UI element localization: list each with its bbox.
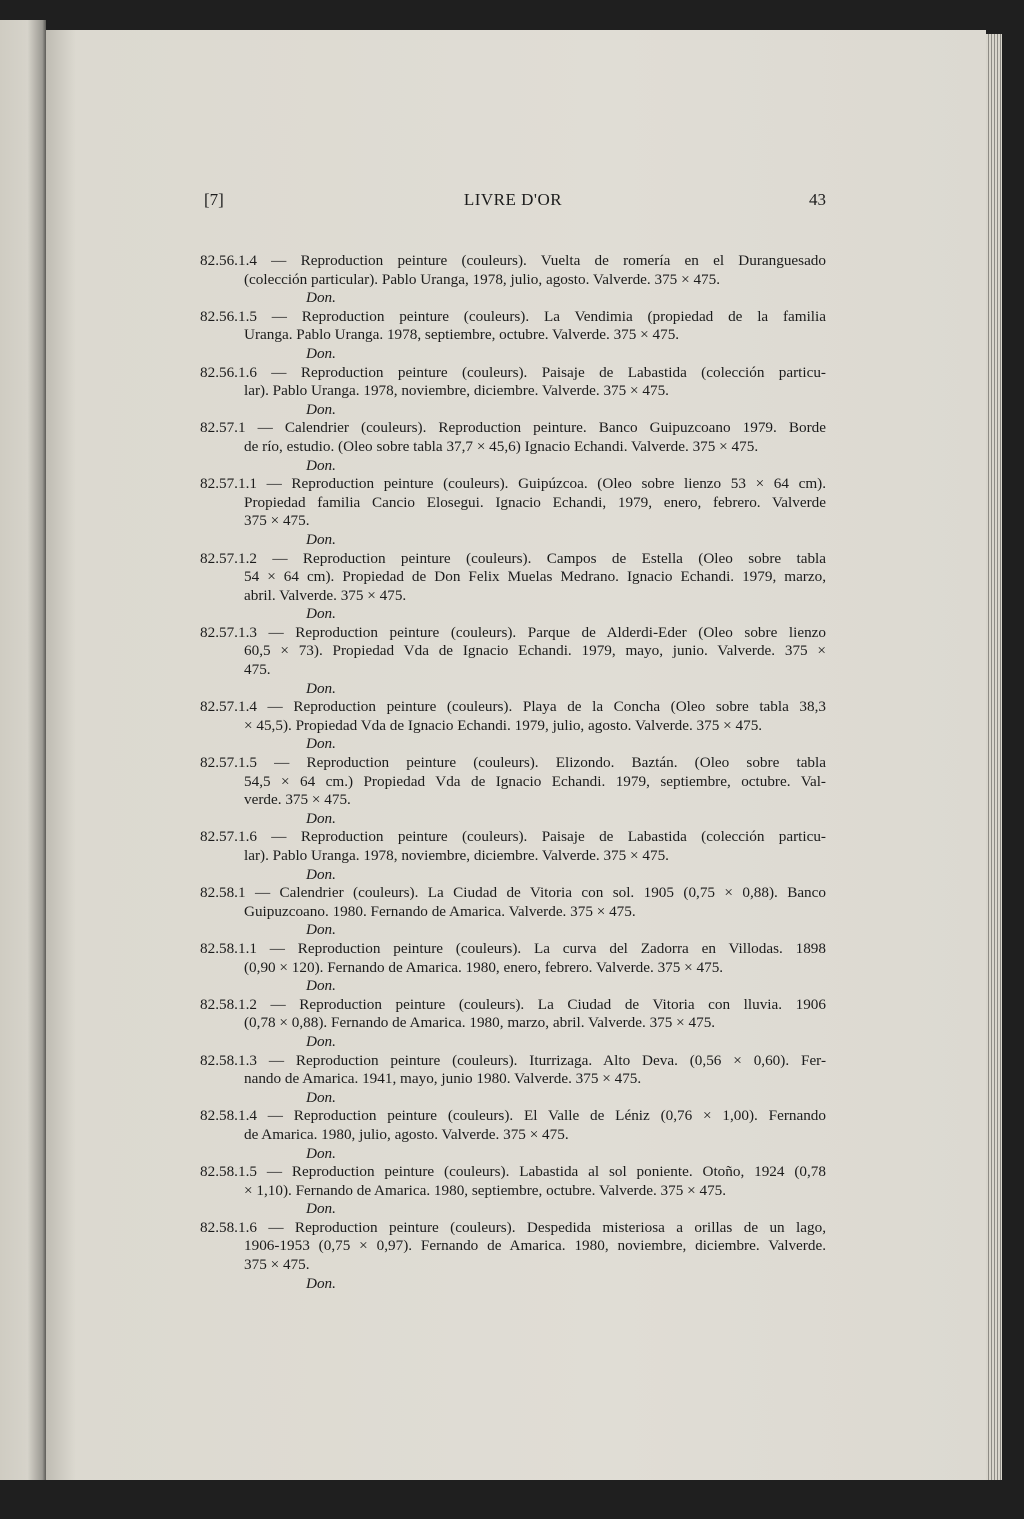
- entry-first-line: 82.57.1 — Calendrier (couleurs). Reproduction peinture. Banco Guipuzcoano 1979. Borde: [200, 419, 826, 437]
- catalog-entry: [200, 252, 826, 308]
- donation-note: Don.: [306, 400, 336, 418]
- entry-continuation-line: (0,90 × 120). Fernando de Amarica. 1980, enero, febrero. Valverde. 375 × 475.: [244, 958, 724, 976]
- catalog-entry: [200, 1052, 826, 1108]
- entry-continuation-line: lar). Pablo Uranga. 1978, noviembre, diciembre. Valverde. 375 × 475.: [244, 382, 669, 400]
- entry-continuation-line: 375 × 475.: [244, 1256, 310, 1274]
- entry-continuation-line: Uranga. Pablo Uranga. 1978, septiembre, octubre. Valverde. 375 × 475.: [244, 326, 680, 344]
- entry-continuation-line: (0,78 × 0,88). Fernando de Amarica. 1980, marzo, abril. Valverde. 375 × 475.: [244, 1014, 716, 1032]
- entry-continuation-line: × 45,5). Propiedad Vda de Ignacio Echandi. 1979, julio, agosto. Valverde. 375 × 475.: [244, 716, 763, 734]
- entry-continuation-line: × 1,10). Fernando de Amarica. 1980, septiembre, octubre. Valverde. 375 × 475.: [244, 1181, 727, 1199]
- facing-page-edge: [0, 20, 46, 1480]
- entry-first-line: 82.57.1.1 — Reproduction peinture (couleurs). Guipúzcoa. (Oleo sobre lienzo 53 × 64 cm).: [200, 475, 826, 493]
- catalog-entry: [200, 884, 826, 940]
- donation-note: Don.: [306, 735, 336, 753]
- page-header: [200, 190, 826, 212]
- entry-continuation-line: Propiedad familia Cancio Elosegui. Ignacio Echandi, 1979, enero, febrero. Valverde: [244, 493, 826, 511]
- donation-note: Don.: [306, 1200, 336, 1218]
- catalog-entry: [200, 550, 826, 624]
- entry-first-line: 82.56.1.5 — Reproduction peinture (couleurs). La Vendimia (propiedad de la familia: [200, 307, 826, 325]
- entry-first-line: 82.58.1.6 — Reproduction peinture (couleurs). Despedida misteriosa a orillas de un lago,: [200, 1218, 826, 1236]
- donation-note: Don.: [306, 289, 336, 307]
- entry-continuation-line: 375 × 475.: [244, 512, 310, 530]
- donation-note: Don.: [306, 865, 336, 883]
- entry-first-line: 82.57.1.6 — Reproduction peinture (couleurs). Paisaje de Labastida (colección particu-: [200, 828, 826, 846]
- catalog-entry: [200, 624, 826, 698]
- catalog-entry: [200, 308, 826, 364]
- entry-continuation-line: (colección particular). Pablo Uranga, 1978, julio, agosto. Valverde. 375 × 475.: [244, 270, 721, 288]
- donation-note: Don.: [306, 921, 336, 939]
- entry-first-line: 82.58.1.4 — Reproduction peinture (couleurs). El Valle de Léniz (0,76 × 1,00). Fernando: [200, 1107, 826, 1125]
- catalog-entry: [200, 1219, 826, 1293]
- entry-continuation-line: Guipuzcoano. 1980. Fernando de Amarica. Valverde. 375 × 475.: [244, 902, 636, 920]
- donation-note: Don.: [306, 1144, 336, 1162]
- entry-first-line: 82.58.1.2 — Reproduction peinture (couleurs). La Ciudad de Vitoria con lluvia. 1906: [200, 995, 826, 1013]
- entry-continuation-line: lar). Pablo Uranga. 1978, noviembre, diciembre. Valverde. 375 × 475.: [244, 847, 669, 864]
- catalog-entry: [200, 364, 826, 420]
- entry-continuation-line: abril. Valverde. 375 × 475.: [244, 586, 407, 604]
- donation-note: Don.: [306, 605, 336, 623]
- entry-continuation-line: 475.: [244, 661, 271, 679]
- folio-number: [7]: [204, 190, 224, 209]
- catalog-entry: [200, 1107, 826, 1163]
- donation-note: Don.: [306, 1032, 336, 1050]
- entry-continuation-line: de Amarica. 1980, julio, agosto. Valverde. 375 × 475.: [244, 1125, 569, 1143]
- entry-first-line: 82.58.1.1 — Reproduction peinture (couleurs). La curva del Zadorra en Villodas. 1898: [200, 939, 826, 957]
- donation-note: Don.: [306, 679, 336, 697]
- catalog-entry: [200, 940, 826, 996]
- donation-note: Don.: [306, 977, 336, 995]
- entry-continuation-line: verde. 375 × 475.: [244, 791, 351, 809]
- entry-continuation-line: 54 × 64 cm). Propiedad de Don Felix Muelas Medrano. Ignacio Echandi. 1979, marzo,: [244, 568, 826, 586]
- donation-note: Don.: [306, 1088, 336, 1106]
- entry-first-line: 82.56.1.6 — Reproduction peinture (couleurs). Paisaje de Labastida (colección particu-: [200, 363, 826, 381]
- entry-first-line: 82.56.1.4 — Reproduction peinture (couleurs). Vuelta de romería en el Duranguesado: [200, 252, 826, 269]
- entry-first-line: 82.57.1.2 — Reproduction peinture (couleurs). Campos de Estella (Oleo sobre tabla: [200, 549, 826, 567]
- entry-first-line: 82.58.1 — Calendrier (couleurs). La Ciudad de Vitoria con sol. 1905 (0,75 × 0,88). Banco: [200, 884, 826, 902]
- entry-continuation-line: 60,5 × 73). Propiedad Vda de Ignacio Echandi. 1979, mayo, junio. Valverde. 375 ×: [244, 642, 826, 660]
- donation-note: Don.: [306, 456, 336, 474]
- entry-first-line: 82.58.1.3 — Reproduction peinture (couleurs). Iturrizaga. Alto Deva. (0,56 × 0,60). Fer-: [200, 1051, 826, 1069]
- catalog-entry: [200, 996, 826, 1052]
- catalog-entry: [200, 698, 826, 754]
- page-number: 43: [809, 190, 826, 209]
- entry-continuation-line: de río, estudio. (Oleo sobre tabla 37,7 × 45,6) Ignacio Echandi. Valverde. 375 × 475.: [244, 437, 759, 455]
- catalog-entry: [200, 1163, 826, 1219]
- catalog-entry: [200, 475, 826, 549]
- donation-note: Don.: [306, 530, 336, 548]
- donation-note: Don.: [306, 809, 336, 827]
- catalog-entries: [200, 252, 826, 1293]
- catalog-entry: [200, 419, 826, 475]
- donation-note: Don.: [306, 344, 336, 362]
- entry-first-line: 82.57.1.3 — Reproduction peinture (couleurs). Parque de Alderdi-Eder (Oleo sobre lienzo: [200, 623, 826, 641]
- donation-note: Don.: [306, 1274, 336, 1292]
- entry-continuation-line: nando de Amarica. 1941, mayo, junio 1980. Valverde. 375 × 475.: [244, 1070, 642, 1088]
- entry-first-line: 82.57.1.5 — Reproduction peinture (couleurs). Elizondo. Baztán. (Oleo sobre tabla: [200, 754, 826, 772]
- entry-continuation-line: 54,5 × 64 cm.) Propiedad Vda de Ignacio Echandi. 1979, septiembre, octubre. Val-: [244, 772, 826, 790]
- entry-first-line: 82.58.1.5 — Reproduction peinture (couleurs). Labastida al sol poniente. Otoño, 1924 (0,78: [200, 1163, 826, 1181]
- entry-first-line: 82.57.1.4 — Reproduction peinture (couleurs). Playa de la Concha (Oleo sobre tabla 38,3: [200, 698, 826, 716]
- running-title: LIVRE D'OR: [463, 190, 563, 209]
- entry-continuation-line: 1906-1953 (0,75 × 0,97). Fernando de Amarica. 1980, noviembre, diciembre. Valverde.: [244, 1237, 826, 1255]
- catalog-entry: [200, 828, 826, 884]
- catalog-entry: [200, 754, 826, 828]
